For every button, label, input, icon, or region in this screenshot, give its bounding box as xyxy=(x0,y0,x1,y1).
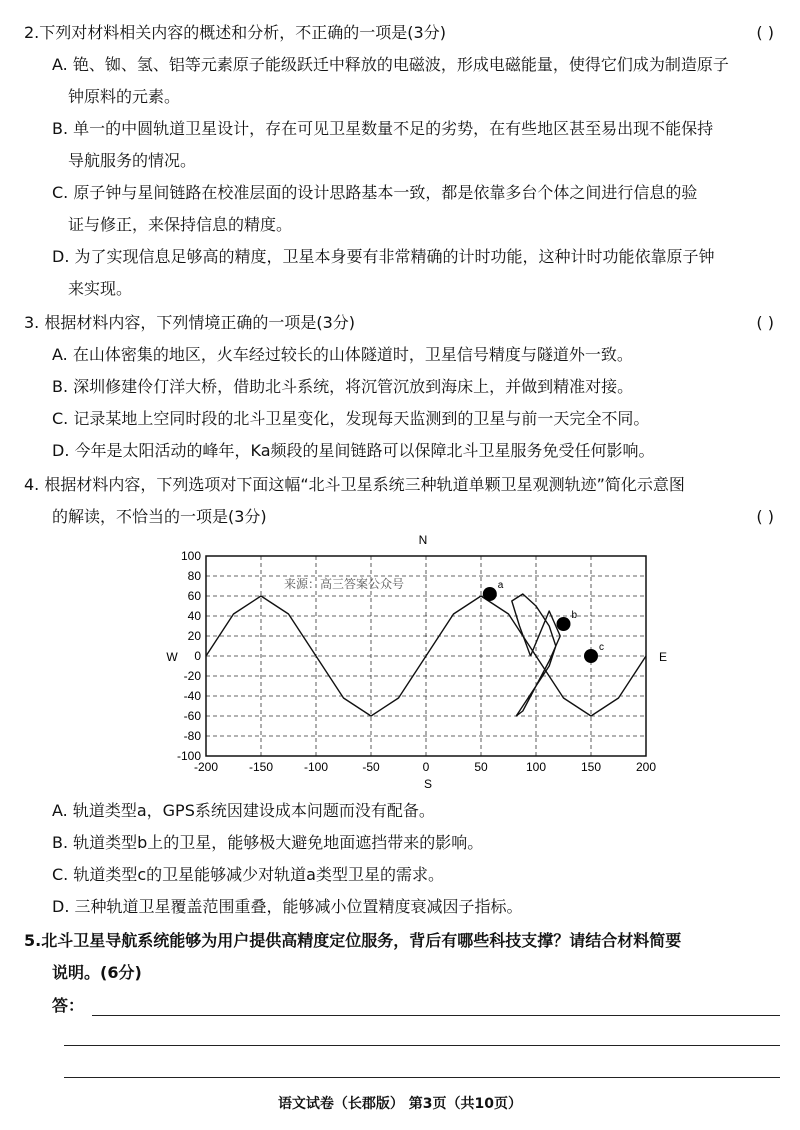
answer-line-3[interactable] xyxy=(64,1077,780,1078)
y-tick-label: -60 xyxy=(183,709,201,723)
q2-option-b: B. 单一的中圆轨道卫星设计，存在可见卫星数量不足的劣势，在有些地区甚至易出现不能保持 xyxy=(52,119,714,138)
y-tick-label: 40 xyxy=(187,609,201,623)
x-tick-label: -200 xyxy=(193,760,219,774)
q2-option-c-cont: 证与修正，来保持信息的精度。 xyxy=(68,215,293,234)
compass-north: N xyxy=(418,533,428,547)
satellite-a-marker xyxy=(483,587,497,601)
y-tick-label: 20 xyxy=(187,629,201,643)
satellite-c-label: c xyxy=(599,642,604,653)
satellite-c-marker xyxy=(584,649,598,663)
x-tick-label: 50 xyxy=(474,760,488,774)
x-tick-label: -100 xyxy=(303,760,329,774)
y-tick-label: -40 xyxy=(183,689,201,703)
answer-label: 答： xyxy=(52,996,85,1015)
y-tick-label: 0 xyxy=(194,649,201,663)
chart-watermark: 来源：高三答案公众号 xyxy=(284,577,405,591)
q4-option-c: C. 轨道类型c的卫星能够减少对轨道a类型卫星的需求。 xyxy=(52,865,444,884)
x-tick-label: 150 xyxy=(580,760,602,774)
y-tick-label: -20 xyxy=(183,669,201,683)
y-tick-label: 100 xyxy=(180,549,201,563)
q2-option-c: C. 原子钟与星间链路在校准层面的设计思路基本一致，都是依靠多台个体之间进行信息的验 xyxy=(52,183,698,202)
tick-labels xyxy=(177,549,656,774)
x-tick-label: -150 xyxy=(248,760,274,774)
satellites xyxy=(483,580,604,663)
y-tick-label: -80 xyxy=(183,729,201,743)
q2-option-a-cont: 钟原料的元素。 xyxy=(68,87,181,106)
q3-option-a: A. 在山体密集的地区，火车经过较长的山体隧道时，卫星信号精度与隧道外一致。 xyxy=(52,345,633,364)
x-tick-label: 0 xyxy=(422,760,430,774)
q4-option-d: D. 三种轨道卫星覆盖范围重叠，能够减小位置精度衰减因子指标。 xyxy=(52,897,523,916)
q2-option-b-cont: 导航服务的情况。 xyxy=(68,151,197,170)
satellite-a-label: a xyxy=(497,580,504,591)
compass-south: S xyxy=(423,777,433,791)
x-tick-label: 100 xyxy=(525,760,547,774)
q3-option-b: B. 深圳修建伶仃洋大桥，借助北斗系统，将沉管沉放到海床上，并做到精准对接。 xyxy=(52,377,634,396)
q2-option-a: A. 铯、铷、氢、铝等元素原子能级跃迁中释放的电磁波，形成电磁能量，使得它们成为制造原子 xyxy=(52,55,729,74)
q3-option-d: D. 今年是太阳活动的峰年，Ka频段的星间链路可以保障北斗卫星服务免受任何影响。 xyxy=(52,441,655,460)
q4-answer-blank: ( ) xyxy=(756,507,774,526)
q5-stem-cont: 说明。(6分) xyxy=(52,963,142,982)
page-footer: 语文试卷（长郡版） 第3页（共10页） xyxy=(277,1096,523,1112)
q4-stem: 4. 根据材料内容，下列选项对下面这幅“北斗卫星系统三种轨道单颗卫星观测轨迹”简化示意图 xyxy=(24,475,685,494)
y-tick-label: -100 xyxy=(176,749,201,763)
y-tick-label: 80 xyxy=(187,569,201,583)
q3-stem: 3. 根据材料内容，下列情境正确的一项是(3分) xyxy=(24,313,356,332)
compass-east: E xyxy=(658,650,668,664)
q3-option-c: C. 记录某地上空同时段的北斗卫星变化，发现每天监测到的卫星与前一天完全不同。 xyxy=(52,409,650,428)
q5-stem: 5.北斗卫星导航系统能够为用户提供高精度定位服务，背后有哪些科技支撑？请结合材料简要 xyxy=(24,931,682,950)
q4-option-a: A. 轨道类型a，GPS系统因建设成本问题而没有配备。 xyxy=(52,801,435,820)
q2-option-d-cont: 来实现。 xyxy=(68,279,133,298)
x-tick-label: -50 xyxy=(362,760,380,774)
compass-west: W xyxy=(166,650,178,664)
satellite-b-label: b xyxy=(571,610,578,621)
q2-answer-blank: ( ) xyxy=(756,23,774,42)
q4-option-b: B. 轨道类型b上的卫星，能够极大避免地面遮挡带来的影响。 xyxy=(52,833,484,852)
y-tick-label: 60 xyxy=(187,589,201,603)
satellite-b-marker xyxy=(557,617,571,631)
q2-stem: 2.下列对材料相关内容的概述和分析，不正确的一项是(3分) xyxy=(24,23,446,42)
q3-answer-blank: ( ) xyxy=(756,313,774,332)
x-tick-label: 200 xyxy=(635,760,657,774)
orbit-track-chart xyxy=(150,530,670,795)
q2-option-d: D. 为了实现信息足够高的精度，卫星本身要有非常精确的计时功能，这种计时功能依靠原子钟 xyxy=(52,247,715,266)
q4-stem-cont: 的解读，不恰当的一项是(3分) xyxy=(52,507,267,526)
answer-line-2[interactable] xyxy=(64,1045,780,1046)
answer-line-1[interactable] xyxy=(92,1015,780,1016)
